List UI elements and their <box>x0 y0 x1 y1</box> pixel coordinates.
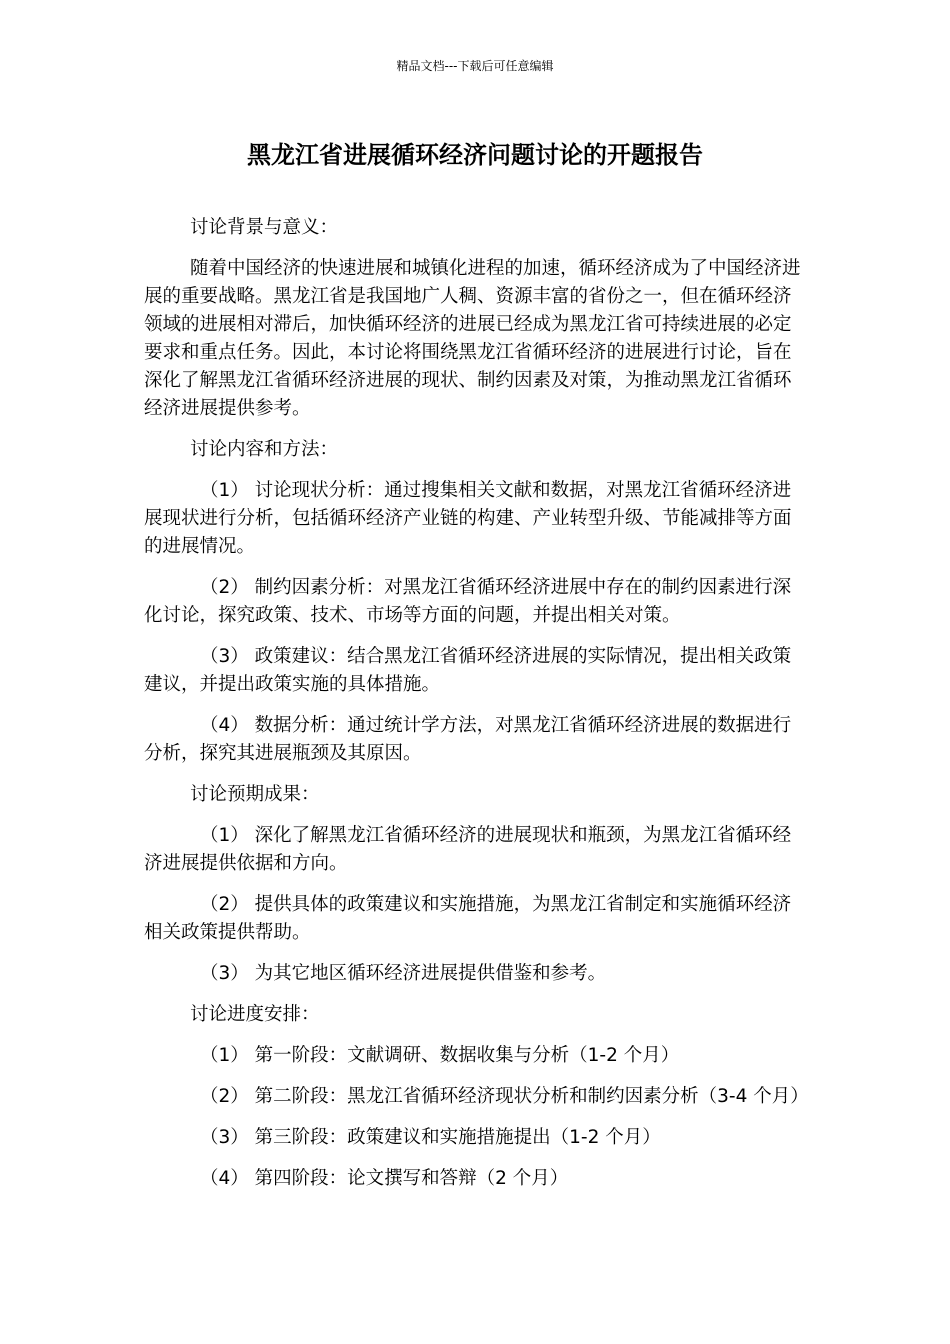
content-item: （2） 制约因素分析：对黑龙江省循环经济进展中存在的制约因素进行深化讨论，探究政策、技术、市场等方面的问题，并提出相关对策。 <box>144 577 792 626</box>
content-heading: 讨论内容和方法： <box>190 439 339 460</box>
content-item: （4） 数据分析：通过统计学方法，对黑龙江省循环经济进展的数据进行分析，探究其进展瓶颈及其原因。 <box>144 715 792 764</box>
results-item: （2） 提供具体的政策建议和实施措施，为黑龙江省制定和实施循环经济相关政策提供帮助。 <box>144 894 792 943</box>
background-paragraph: 随着中国经济的快速进展和城镇化进程的加速，循环经济成为了中国经济进展的重要战略。黑龙江省是我国地广人稠、资源丰富的省份之一，但在循环经济领域的进展相对滞后，加快循环经济的进展已经成为黑龙江省可持续进展的必定要求和重点任务。因此，本讨论将围绕黑龙江省循环经济的进展进行讨论，旨在深化了解黑龙江省循环经济进展的现状、制约因素及对策，为推动黑龙江省循环经济进展提供参考。 <box>144 258 801 419</box>
content-item: （3） 政策建议：结合黑龙江省循环经济进展的实际情况，提出相关政策建议，并提出政策实施的具体措施。 <box>144 646 792 695</box>
background-heading: 讨论背景与意义： <box>190 217 339 238</box>
page-header: 精品文档---下载后可任意编辑 <box>396 59 554 73</box>
schedule-item: （3） 第三阶段：政策建议和实施措施提出（1-2 个月） <box>200 1127 661 1148</box>
schedule-heading: 讨论进度安排： <box>190 1004 320 1025</box>
document-body <box>144 214 809 1206</box>
results-item: （1） 深化了解黑龙江省循环经济的进展现状和瓶颈，为黑龙江省循环经济进展提供依据和方向。 <box>144 825 792 874</box>
schedule-item: （4） 第四阶段：论文撰写和答辩（2 个月） <box>200 1168 569 1189</box>
schedule-item: （1） 第一阶段：文献调研、数据收集与分析（1-2 个月） <box>200 1045 680 1066</box>
document-title: 黑龙江省进展循环经济问题讨论的开题报告 <box>247 141 703 169</box>
results-item: （3） 为其它地区循环经济进展提供借鉴和参考。 <box>200 963 607 984</box>
content-item: （1） 讨论现状分析：通过搜集相关文献和数据，对黑龙江省循环经济进展现状进行分析，包括循环经济产业链的构建、产业转型升级、节能减排等方面的进展情况。 <box>144 480 792 557</box>
results-heading: 讨论预期成果： <box>190 784 320 805</box>
schedule-item: （2） 第二阶段：黑龙江省循环经济现状分析和制约因素分析（3-4 个月） <box>200 1086 809 1107</box>
